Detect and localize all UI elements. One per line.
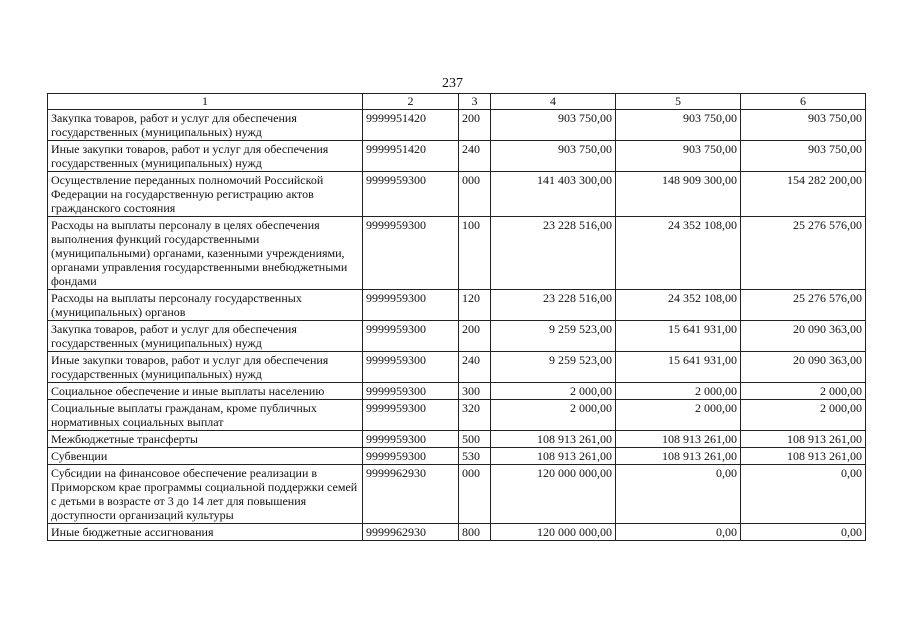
- row-value-4: 903 750,00: [491, 141, 616, 172]
- row-value-4: 120 000 000,00: [491, 524, 616, 541]
- row-type: 500: [459, 431, 491, 448]
- row-name: Иные закупки товаров, работ и услуг для обеспечения государственных (муниципальных) нужд: [48, 141, 363, 172]
- table-row: [48, 383, 866, 400]
- row-value-4: 141 403 300,00: [491, 172, 616, 217]
- row-value-6: 0,00: [741, 524, 866, 541]
- row-name: Расходы на выплаты персоналу государственных (муниципальных) органов: [48, 290, 363, 321]
- row-value-4: 903 750,00: [491, 110, 616, 141]
- row-value-6: 0,00: [741, 465, 866, 524]
- row-name: Осуществление переданных полномочий Российской Федерации на государственную регистрацию актов гражданского состояния: [48, 172, 363, 217]
- column-header: 3: [459, 94, 491, 110]
- row-code: 9999962930: [363, 524, 459, 541]
- table-row: [48, 217, 866, 290]
- row-name: Межбюджетные трансферты: [48, 431, 363, 448]
- row-type: 200: [459, 110, 491, 141]
- row-value-5: 108 913 261,00: [616, 431, 741, 448]
- row-code: 9999959300: [363, 448, 459, 465]
- budget-table: [47, 93, 866, 541]
- table-row: [48, 290, 866, 321]
- row-value-4: 120 000 000,00: [491, 465, 616, 524]
- row-value-6: 20 090 363,00: [741, 321, 866, 352]
- row-value-4: 9 259 523,00: [491, 352, 616, 383]
- row-value-4: 108 913 261,00: [491, 431, 616, 448]
- row-value-5: 2 000,00: [616, 383, 741, 400]
- column-header: 5: [616, 94, 741, 110]
- row-value-6: 903 750,00: [741, 141, 866, 172]
- column-header: 1: [48, 94, 363, 110]
- row-type: 530: [459, 448, 491, 465]
- row-type: 300: [459, 383, 491, 400]
- row-value-4: 108 913 261,00: [491, 448, 616, 465]
- row-value-5: 148 909 300,00: [616, 172, 741, 217]
- row-type: 240: [459, 141, 491, 172]
- row-type: 320: [459, 400, 491, 431]
- row-name: Социальное обеспечение и иные выплаты населению: [48, 383, 363, 400]
- row-value-5: 0,00: [616, 465, 741, 524]
- row-code: 9999959300: [363, 383, 459, 400]
- row-value-5: 0,00: [616, 524, 741, 541]
- row-code: 9999959300: [363, 400, 459, 431]
- row-value-5: 15 641 931,00: [616, 352, 741, 383]
- row-value-4: 2 000,00: [491, 400, 616, 431]
- table-row: [48, 400, 866, 431]
- row-value-5: 903 750,00: [616, 110, 741, 141]
- row-name: Закупка товаров, работ и услуг для обеспечения государственных (муниципальных) нужд: [48, 110, 363, 141]
- row-code: 9999959300: [363, 290, 459, 321]
- row-name: Иные закупки товаров, работ и услуг для обеспечения государственных (муниципальных) нужд: [48, 352, 363, 383]
- row-code: 9999959300: [363, 321, 459, 352]
- row-value-4: 2 000,00: [491, 383, 616, 400]
- row-name: Субвенции: [48, 448, 363, 465]
- row-type: 800: [459, 524, 491, 541]
- row-code: 9999959300: [363, 172, 459, 217]
- row-value-6: 25 276 576,00: [741, 290, 866, 321]
- row-type: 240: [459, 352, 491, 383]
- row-value-6: 2 000,00: [741, 400, 866, 431]
- table-row: [48, 524, 866, 541]
- table-row: [48, 448, 866, 465]
- column-header: 4: [491, 94, 616, 110]
- row-value-5: 24 352 108,00: [616, 290, 741, 321]
- row-code: 9999959300: [363, 431, 459, 448]
- row-value-5: 108 913 261,00: [616, 448, 741, 465]
- row-value-6: 108 913 261,00: [741, 448, 866, 465]
- row-type: 100: [459, 217, 491, 290]
- row-code: 9999959300: [363, 217, 459, 290]
- row-name: Социальные выплаты гражданам, кроме публичных нормативных социальных выплат: [48, 400, 363, 431]
- row-code: 9999959300: [363, 352, 459, 383]
- row-code: 9999951420: [363, 110, 459, 141]
- row-value-5: 2 000,00: [616, 400, 741, 431]
- table-row: [48, 321, 866, 352]
- table-row: [48, 352, 866, 383]
- row-type: 000: [459, 172, 491, 217]
- row-name: Иные бюджетные ассигнования: [48, 524, 363, 541]
- column-header: 2: [363, 94, 459, 110]
- row-type: 200: [459, 321, 491, 352]
- row-value-4: 9 259 523,00: [491, 321, 616, 352]
- row-value-6: 25 276 576,00: [741, 217, 866, 290]
- row-name: Закупка товаров, работ и услуг для обеспечения государственных (муниципальных) нужд: [48, 321, 363, 352]
- table-row: [48, 110, 866, 141]
- row-value-5: 15 641 931,00: [616, 321, 741, 352]
- table-header-row: [48, 94, 866, 110]
- column-header: 6: [741, 94, 866, 110]
- row-type: 120: [459, 290, 491, 321]
- row-value-6: 20 090 363,00: [741, 352, 866, 383]
- row-code: 9999962930: [363, 465, 459, 524]
- row-value-5: 903 750,00: [616, 141, 741, 172]
- row-code: 9999951420: [363, 141, 459, 172]
- row-value-4: 23 228 516,00: [491, 217, 616, 290]
- table-row: [48, 172, 866, 217]
- table-row: [48, 431, 866, 448]
- row-value-6: 903 750,00: [741, 110, 866, 141]
- table-row: [48, 141, 866, 172]
- row-value-4: 23 228 516,00: [491, 290, 616, 321]
- row-value-6: 154 282 200,00: [741, 172, 866, 217]
- row-value-6: 2 000,00: [741, 383, 866, 400]
- row-value-6: 108 913 261,00: [741, 431, 866, 448]
- row-value-5: 24 352 108,00: [616, 217, 741, 290]
- row-name: Расходы на выплаты персоналу в целях обеспечения выполнения функций государственными (муниципальными) органами, казенными учреждениями, органами управления государственными внебюджетными фондами: [48, 217, 363, 290]
- table-row: [48, 465, 866, 524]
- page-number: 237: [442, 76, 463, 91]
- row-type: 000: [459, 465, 491, 524]
- row-name: Субсидии на финансовое обеспечение реализации в Приморском крае программы социальной поддержки семей с детьми в возрасте от 3 до 14 лет для повышения доступности организаций культуры: [48, 465, 363, 524]
